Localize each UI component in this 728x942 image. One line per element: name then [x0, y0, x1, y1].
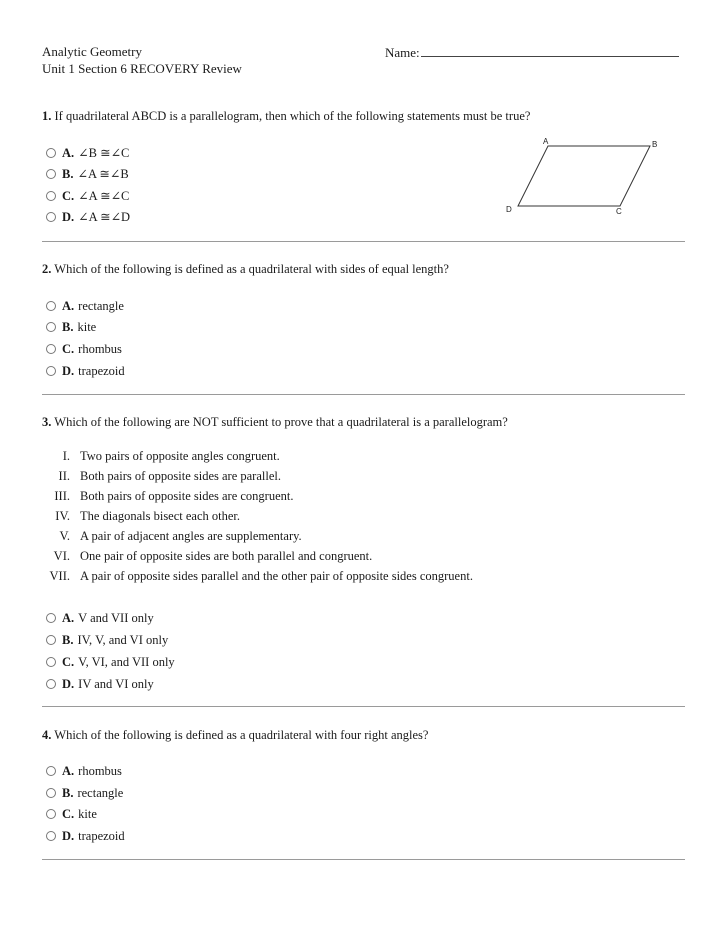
radio-button[interactable]	[46, 301, 56, 311]
q3-option-a[interactable]	[46, 610, 154, 626]
section-divider	[42, 241, 685, 242]
statement-text: Two pairs of opposite angles congruent.	[80, 449, 280, 463]
option-text: rectangle	[78, 298, 124, 313]
radio-button[interactable]	[46, 613, 56, 623]
option-letter: D.	[62, 828, 75, 843]
option-text: V and VII only	[78, 610, 154, 625]
option-text: V, VI, and VII only	[78, 654, 175, 669]
statement-text: The diagonals bisect each other.	[80, 509, 241, 523]
option-letter: C.	[62, 341, 75, 356]
radio-button[interactable]	[46, 191, 56, 201]
question-2	[42, 262, 449, 277]
option-text: trapezoid	[78, 363, 125, 378]
option-letter: B.	[62, 166, 74, 181]
q4-option-b[interactable]	[46, 785, 123, 801]
statement-numeral: VII.	[49, 569, 70, 583]
option-letter: A.	[62, 145, 75, 160]
option-letter: A.	[62, 763, 75, 778]
option-text: IV, V, and VI only	[77, 632, 169, 647]
question-number: 3.	[42, 415, 52, 429]
q2-option-a[interactable]	[46, 298, 124, 314]
radio-button[interactable]	[46, 679, 56, 689]
q2-option-d[interactable]	[46, 363, 125, 379]
parallelogram-abcd	[518, 146, 650, 206]
question-text: Which of the following is defined as a quadrilateral with four right angles?	[54, 728, 429, 742]
option-text: ∠A ≅∠C	[78, 189, 130, 203]
name-blank-line[interactable]	[421, 44, 679, 57]
q1-option-a[interactable]	[46, 145, 129, 161]
statement-numeral: III.	[54, 489, 70, 503]
q4-option-a[interactable]	[46, 763, 122, 779]
q1-option-b[interactable]	[46, 166, 129, 182]
option-letter: D.	[62, 676, 75, 691]
radio-button[interactable]	[46, 831, 56, 841]
question-number: 1.	[42, 109, 52, 123]
option-letter: B.	[62, 319, 74, 334]
statement-numeral: IV.	[55, 509, 70, 523]
option-text: trapezoid	[78, 828, 125, 843]
vertex-label-d: D	[506, 205, 512, 214]
q3-option-c[interactable]	[46, 654, 175, 670]
question-text: If quadrilateral ABCD is a parallelogram, then which of the following statements must be true?	[54, 109, 531, 123]
radio-button[interactable]	[46, 809, 56, 819]
q4-option-c[interactable]	[46, 806, 97, 822]
statement-numeral: V.	[59, 529, 70, 543]
option-text: IV and VI only	[78, 676, 154, 691]
question-number: 2.	[42, 262, 52, 276]
option-letter: C.	[62, 806, 75, 821]
q2-option-b[interactable]	[46, 319, 96, 335]
option-letter: D.	[62, 209, 75, 224]
q2-option-c[interactable]	[46, 341, 122, 357]
statement-numeral: VI.	[53, 549, 70, 563]
option-text: ∠A ≅∠B	[77, 167, 129, 181]
unit-title: Unit 1 Section 6 RECOVERY Review	[42, 61, 242, 76]
question-4	[42, 728, 428, 743]
q1-option-d[interactable]	[46, 209, 130, 225]
radio-button[interactable]	[46, 212, 56, 222]
statement-text: A pair of opposite sides parallel and the other pair of opposite sides congruent.	[80, 569, 473, 583]
option-text: ∠A ≅∠D	[78, 210, 131, 224]
q3-option-d[interactable]	[46, 676, 154, 692]
radio-button[interactable]	[46, 169, 56, 179]
option-letter: B.	[62, 632, 74, 647]
option-letter: B.	[62, 785, 74, 800]
option-letter: D.	[62, 363, 75, 378]
option-letter: C.	[62, 188, 75, 203]
question-1	[42, 109, 530, 124]
statement-numeral: II.	[58, 469, 70, 483]
section-divider	[42, 859, 685, 860]
option-text: ∠B ≅∠C	[78, 146, 130, 160]
radio-button[interactable]	[46, 635, 56, 645]
option-letter: A.	[62, 610, 75, 625]
name-field	[385, 44, 679, 61]
vertex-label-a: A	[543, 137, 549, 146]
radio-button[interactable]	[46, 766, 56, 776]
parallelogram-figure	[500, 136, 670, 218]
option-letter: C.	[62, 654, 75, 669]
name-label: Name:	[385, 45, 420, 60]
statement-numeral: I.	[62, 449, 70, 463]
course-title: Analytic Geometry	[42, 44, 142, 59]
statement-text: Both pairs of opposite sides are parallel.	[80, 469, 281, 483]
radio-button[interactable]	[46, 344, 56, 354]
q1-option-c[interactable]	[46, 188, 129, 204]
option-text: kite	[78, 806, 97, 821]
statement-text: A pair of adjacent angles are supplementary.	[80, 529, 302, 543]
vertex-label-c: C	[616, 207, 622, 216]
question-number: 4.	[42, 728, 52, 742]
section-divider	[42, 394, 685, 395]
statement-text: Both pairs of opposite sides are congruent.	[80, 489, 294, 503]
option-text: rhombus	[78, 763, 122, 778]
option-text: rhombus	[78, 341, 122, 356]
option-text: rectangle	[77, 785, 124, 800]
question-text: Which of the following is defined as a quadrilateral with sides of equal length?	[54, 262, 449, 276]
option-text: kite	[77, 319, 97, 334]
radio-button[interactable]	[46, 366, 56, 376]
vertex-label-b: B	[652, 140, 658, 149]
question-3	[42, 415, 508, 430]
radio-button[interactable]	[46, 657, 56, 667]
radio-button[interactable]	[46, 148, 56, 158]
statement-text: One pair of opposite sides are both parallel and congruent.	[80, 549, 373, 563]
section-divider	[42, 706, 685, 707]
question-text: Which of the following are NOT sufficient to prove that a quadrilateral is a parallelogram?	[54, 415, 508, 429]
radio-button[interactable]	[46, 322, 56, 332]
q3-option-b[interactable]	[46, 632, 168, 648]
q4-option-d[interactable]	[46, 828, 125, 844]
option-letter: A.	[62, 298, 75, 313]
radio-button[interactable]	[46, 788, 56, 798]
